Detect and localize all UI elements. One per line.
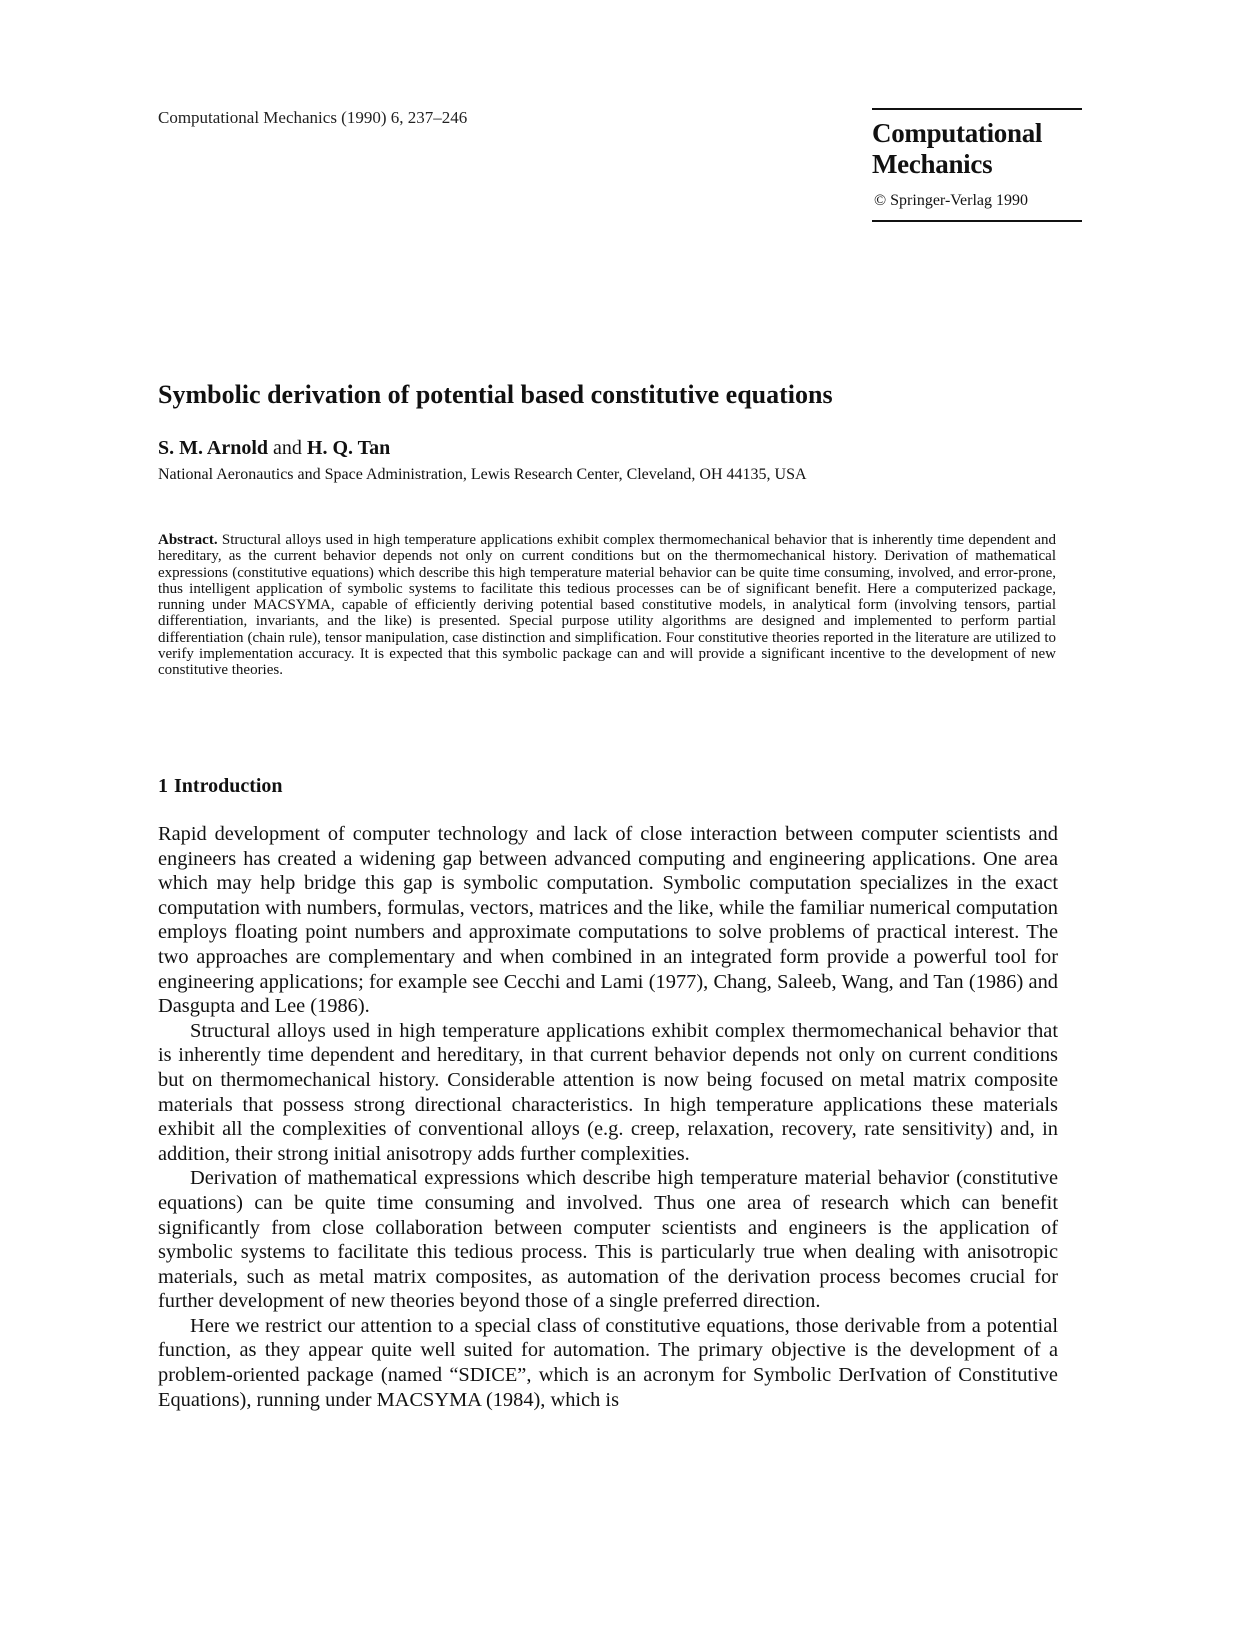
abstract-label: Abstract. xyxy=(158,532,218,548)
abstract xyxy=(158,532,1056,679)
paragraph: Rapid development of computer technology and lack of close interaction between computer scientists and engineers has created a widening gap between advanced computing and engineering applications. One area which may help bridge this gap is symbolic computation. Symbolic computation specializes in the exact computation with numbers, formulas, vectors, matrices and the like, while the familiar numerical computation employs floating point numbers and approximate computations to solve problems of practical interest. The two approaches are complementary and when combined in an integrated form provide a powerful tool for engineering applications; for example see Cecchi and Lami (1977), Chang, Saleeb, Wang, and Tan (1986) and Dasgupta and Lee (1986). xyxy=(158,823,1058,1018)
masthead-bottom-rule xyxy=(872,220,1082,222)
section-number: 1 xyxy=(158,775,168,797)
paragraph: Structural alloys used in high temperature applications exhibit complex thermomechanical behavior that is inherently time dependent and hereditary, in that current behavior depends not only on current conditions but on thermomechanical history. Considerable attention is now being focused on metal matrix composite materials that possess strong directional characteristics. In high temperature applications these materials exhibit all the complexities of conventional alloys (e.g. creep, relaxation, recovery, rate sensitivity) and, in addition, their strong initial anisotropy adds further complexities. xyxy=(158,1019,1058,1165)
paper-title: Symbolic derivation of potential based constitutive equations xyxy=(158,380,833,409)
introduction-body xyxy=(158,822,1058,1412)
authors-line xyxy=(158,437,390,460)
journal-citation: Computational Mechanics (1990) 6, 237–246 xyxy=(158,108,468,127)
section-heading-introduction xyxy=(158,775,289,798)
section-title: Introduction xyxy=(174,775,283,797)
journal-name xyxy=(872,118,1082,180)
author-conjunction: and xyxy=(273,437,302,459)
copyright-notice: © Springer-Verlag 1990 xyxy=(874,192,1029,209)
paragraph: Derivation of mathematical expressions which describe high temperature material behavior (constitutive equations) can be quite time consuming and involved. Thus one area of research which can benefit significantly from close collaboration between computer scientists and engineers is the application of symbolic systems to facilitate this tedious process. This is particularly true when dealing with anisotropic materials, such as metal matrix composites, as automation of the derivation process becomes crucial for further development of new theories beyond those of a single preferred direction. xyxy=(158,1167,1058,1313)
journal-name-line2: Mechanics xyxy=(872,149,993,179)
author-1: S. M. Arnold xyxy=(158,437,269,459)
affiliation: National Aeronautics and Space Administration, Lewis Research Center, Cleveland, OH 44135, USA xyxy=(158,466,807,483)
abstract-text: Structural alloys used in high temperature applications exhibit complex thermomechanical behavior that is inherently time dependent and hereditary, as the current behavior depends not only on current conditions but on the thermomechanical history. Derivation of mathematical expressions (constitutive equations) which describe this high temperature material behavior can be quite time consuming, involved, and error-prone, thus intelligent application of symbolic systems to facilitate this tedious processes can be of significant benefit. Here a computerized package, running under MACSYMA, capable of efficiently deriving potential based constitutive models, in analytical form (involving tensors, partial differentiation, invariants, and the like) is presented. Special purpose utility algorithms are designed and implemented to perform partial differentiation (chain rule), tensor manipulation, case distinction and simplification. Four constitutive theories reported in the literature are utilized to verify implementation accuracy. It is expected that this symbolic package can and will provide a significant incentive to the development of new constitutive theories. xyxy=(158,532,1056,679)
masthead-top-rule xyxy=(872,108,1082,110)
journal-name-line1: Computational xyxy=(872,118,1043,148)
paragraph: Here we restrict our attention to a special class of constitutive equations, those derivable from a potential function, as they appear quite well suited for automation. The primary objective is the development of a problem-oriented package (named “SDICE”, which is an acronym for Symbolic DerIvation of Constitutive Equations), running under MACSYMA (1984), which is xyxy=(158,1314,1058,1411)
author-2: H. Q. Tan xyxy=(306,437,391,459)
journal-masthead xyxy=(872,108,1082,222)
